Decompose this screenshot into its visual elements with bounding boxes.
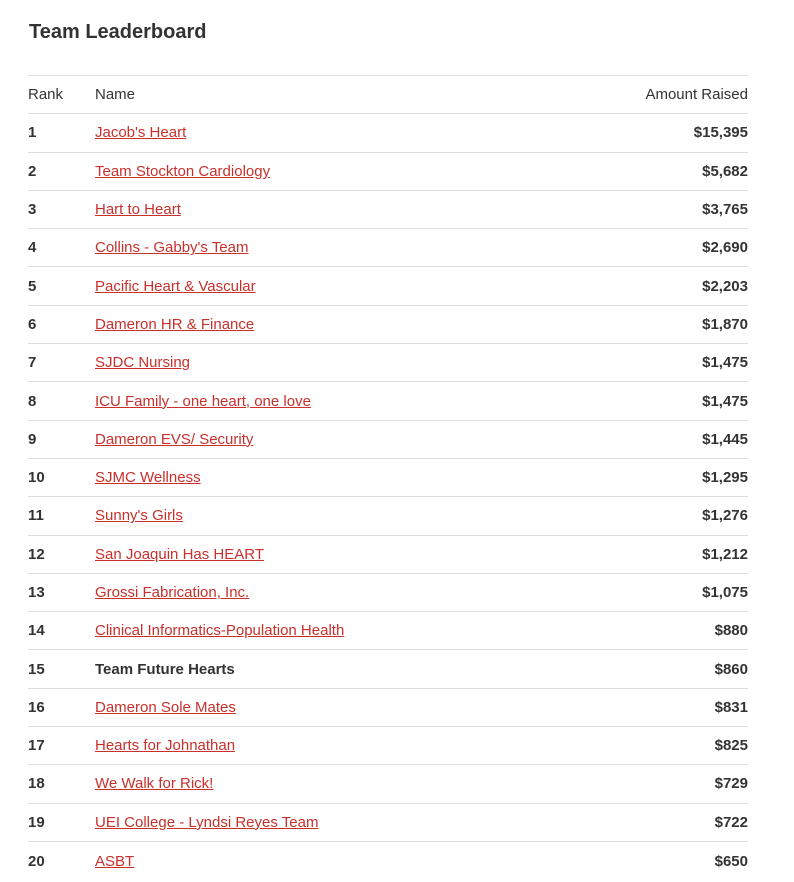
team-link[interactable]: Dameron Sole Mates <box>95 698 236 716</box>
team-name-cell <box>95 775 548 792</box>
team-link[interactable]: UEI College - Lyndsi Reyes Team <box>95 813 319 831</box>
team-name-cell <box>95 278 548 295</box>
amount-cell: $5,682 <box>702 162 748 180</box>
team-link[interactable]: Dameron EVS/ Security <box>95 430 254 448</box>
team-link[interactable]: Sunny's Girls <box>95 507 183 525</box>
team-name-cell <box>95 737 548 754</box>
table-row <box>28 229 748 267</box>
rank-cell: 9 <box>28 430 37 448</box>
team-name-cell <box>95 316 548 333</box>
team-link[interactable]: ASBT <box>95 852 135 870</box>
team-link[interactable]: Collins - Gabby's Team <box>95 239 249 257</box>
table-row <box>28 267 748 305</box>
team-name-cell <box>95 201 548 218</box>
table-row <box>28 650 748 688</box>
rank-cell: 2 <box>28 162 37 180</box>
amount-cell: $722 <box>714 813 748 831</box>
rank-cell: 12 <box>28 545 45 563</box>
team-name-cell <box>95 507 548 524</box>
amount-cell: $2,690 <box>702 239 748 257</box>
team-name-cell <box>95 393 548 410</box>
table-row <box>28 306 748 344</box>
table-row <box>28 421 748 459</box>
team-name-cell <box>95 469 548 486</box>
rank-cell: 8 <box>28 392 37 410</box>
amount-cell: $650 <box>714 852 748 870</box>
amount-cell: $860 <box>714 660 748 678</box>
amount-cell: $729 <box>714 775 748 793</box>
rank-cell: 7 <box>28 354 37 372</box>
amount-cell: $1,295 <box>702 469 748 487</box>
rank-cell: 3 <box>28 201 37 219</box>
rank-cell: 4 <box>28 239 37 257</box>
team-name-cell <box>95 354 548 371</box>
team-link[interactable]: San Joaquin Has HEART <box>95 545 264 563</box>
table-row <box>28 344 748 382</box>
amount-cell: $2,203 <box>702 277 748 295</box>
amount-cell: $1,475 <box>702 354 748 372</box>
table-row <box>28 804 748 842</box>
rank-cell: 17 <box>28 737 45 755</box>
rank-cell: 14 <box>28 622 45 640</box>
team-link[interactable]: Team Stockton Cardiology <box>95 162 271 180</box>
team-link[interactable]: Hearts for Johnathan <box>95 737 236 755</box>
team-link[interactable]: SJDC Nursing <box>95 354 191 372</box>
table-row <box>28 765 748 803</box>
team-link[interactable]: Jacob's Heart <box>95 124 187 142</box>
table-row <box>28 382 748 420</box>
team-name: Team Future Hearts <box>95 660 235 678</box>
rank-cell: 15 <box>28 660 45 678</box>
rank-cell: 6 <box>28 315 37 333</box>
team-name-cell <box>95 661 548 678</box>
team-name-cell <box>95 546 548 563</box>
header-name: Name <box>95 86 136 104</box>
rank-cell: 1 <box>28 124 37 142</box>
table-row <box>28 497 748 535</box>
team-link[interactable]: We Walk for Rick! <box>95 775 214 793</box>
rank-cell: 18 <box>28 775 45 793</box>
team-name-cell <box>95 622 548 639</box>
table-row <box>28 612 748 650</box>
amount-cell: $3,765 <box>702 201 748 219</box>
table-row <box>28 153 748 191</box>
team-name-cell <box>95 239 548 256</box>
team-link[interactable]: Grossi Fabrication, Inc. <box>95 584 250 601</box>
table-row <box>28 689 748 727</box>
leaderboard-table <box>28 75 748 880</box>
table-body <box>28 114 748 880</box>
table-row <box>28 459 748 497</box>
amount-cell: $880 <box>714 622 748 640</box>
rank-cell: 16 <box>28 698 45 716</box>
table-header <box>28 76 748 114</box>
amount-cell: $831 <box>714 698 748 716</box>
team-name-cell <box>95 431 548 448</box>
amount-cell: $1,212 <box>702 545 748 563</box>
team-link[interactable]: Clinical Informatics-Population Health <box>95 622 345 640</box>
amount-cell: $1,075 <box>702 584 748 601</box>
rank-cell: 10 <box>28 469 45 487</box>
page-title: Team Leaderboard <box>29 21 207 43</box>
team-link[interactable]: ICU Family - one heart, one love <box>95 392 311 410</box>
team-name-cell <box>95 584 548 601</box>
table-row <box>28 727 748 765</box>
amount-cell: $825 <box>714 737 748 755</box>
team-link[interactable]: Dameron HR & Finance <box>95 315 255 333</box>
table-row <box>28 842 748 880</box>
table-row <box>28 536 748 574</box>
table-row <box>28 114 748 152</box>
amount-cell: $1,445 <box>702 430 748 448</box>
team-name-cell <box>95 124 548 141</box>
rank-cell: 13 <box>28 584 45 601</box>
rank-cell: 11 <box>28 507 44 525</box>
amount-cell: $15,395 <box>693 124 748 142</box>
team-link[interactable]: Pacific Heart & Vascular <box>95 277 256 295</box>
team-name-cell <box>95 163 548 180</box>
rank-cell: 19 <box>28 813 45 831</box>
team-name-cell <box>95 853 548 870</box>
amount-cell: $1,475 <box>702 392 748 410</box>
amount-cell: $1,870 <box>702 315 748 333</box>
header-rank: Rank <box>28 86 64 104</box>
rank-cell: 20 <box>28 852 45 870</box>
team-link[interactable]: Hart to Heart <box>95 201 181 219</box>
team-link[interactable]: SJMC Wellness <box>95 469 201 487</box>
table-row <box>28 574 748 612</box>
team-name-cell <box>95 814 548 831</box>
rank-cell: 5 <box>28 277 37 295</box>
amount-cell: $1,276 <box>702 507 748 525</box>
team-name-cell <box>95 699 548 716</box>
header-amount: Amount Raised <box>645 86 748 104</box>
table-row <box>28 191 748 229</box>
